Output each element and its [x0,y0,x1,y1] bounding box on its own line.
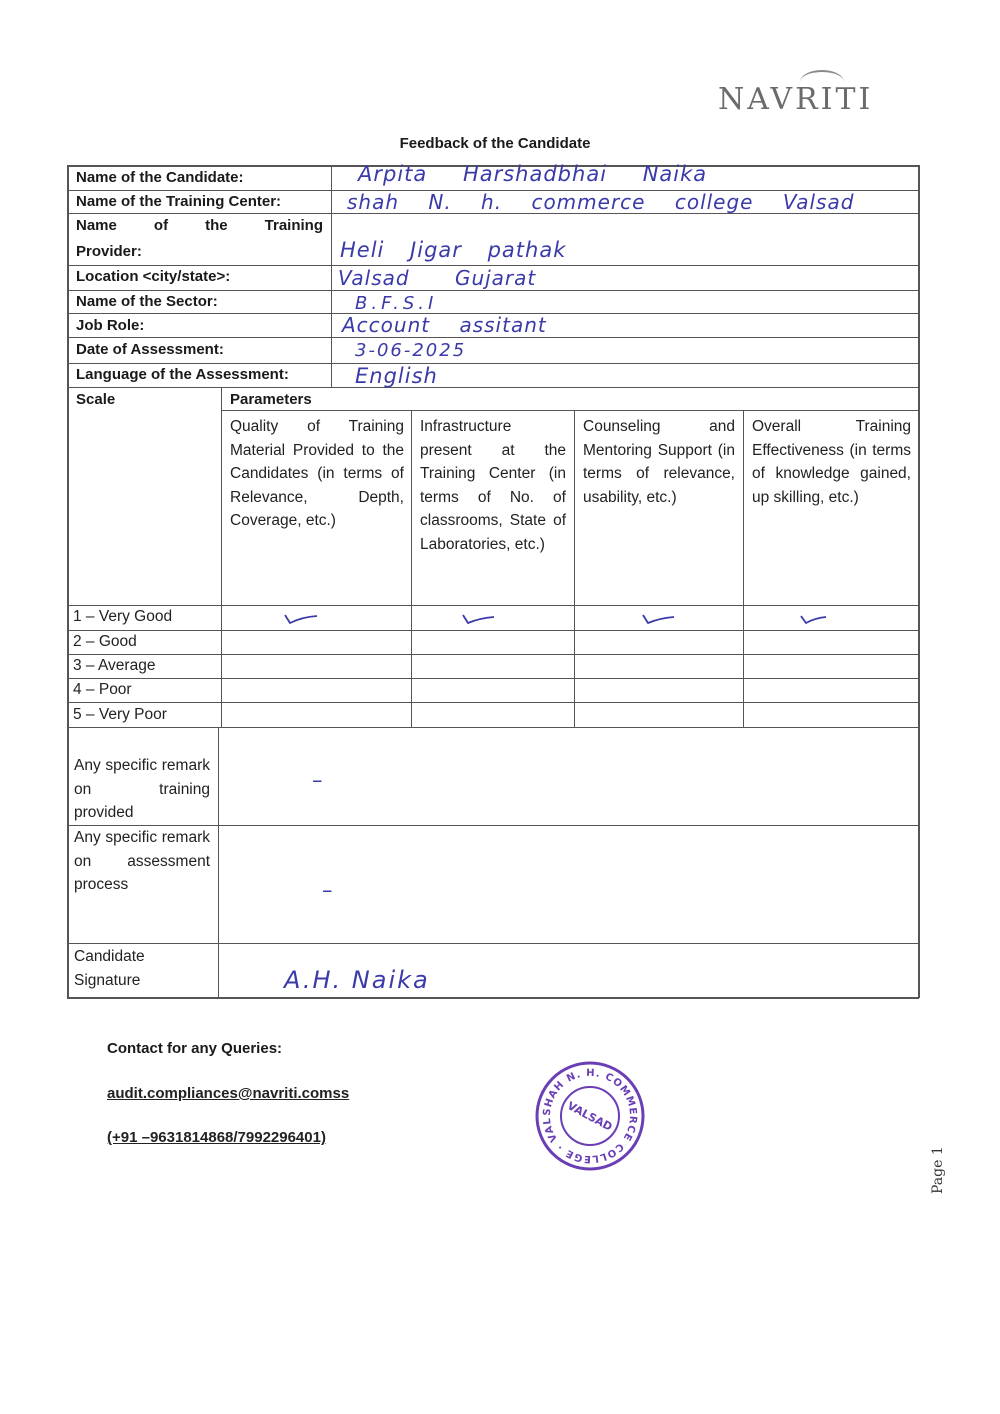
label-date-of-assessment: Date of Assessment: [76,341,224,358]
scale-header: Scale [76,391,116,408]
label-job-role: Job Role: [76,317,145,334]
tick-mark-icon [800,614,826,623]
scale-very-poor: 5 – Very Poor [73,706,167,723]
form-title: Feedback of the Candidate [399,135,591,152]
label-remark-assessment: Any specific remark on assessment process [74,829,210,893]
svg-text:VALSAD: VALSAD [565,1099,615,1134]
scale-very-good: 1 – Very Good [73,608,173,625]
tick-mark-icon [462,613,488,622]
label-remark-training: Any specific remark on training provided [74,757,210,821]
value-language: English [355,364,438,388]
tick-mark-icon [642,613,668,622]
value-job-role: Account assitant [342,313,547,337]
scale-average: 3 – Average [73,657,156,674]
contact-phone: (+91 –9631814868/7992296401) [107,1129,326,1146]
label-training-provider-line1: Name of the Training [76,217,323,234]
scale-poor: 4 – Poor [73,681,132,698]
tick-mark-icon [284,613,310,622]
value-location: Valsad Gujarat [338,266,537,290]
contact-email-link[interactable]: audit.compliances@navriti.comss [107,1085,350,1102]
value-remark-training: – [312,768,324,792]
label-training-center: Name of the Training Center: [76,193,282,210]
label-sector: Name of the Sector: [76,293,218,310]
svg-text:Page 1: Page 1 [930,1146,946,1194]
value-date-of-assessment: 3-06-2025 [355,340,467,361]
parameter-infrastructure: Infrastructure present at the Training Center (in terms of No. of classrooms, State of Laboratories, etc.) [420,418,566,553]
candidate-signature: A.H. Naika [284,966,430,994]
scale-good: 2 – Good [73,633,137,650]
contact-heading: Contact for any Queries: [107,1040,283,1057]
parameters-header: Parameters [230,391,312,408]
value-remark-assessment: – [322,878,334,902]
label-location: Location <city/state>: [76,268,231,285]
label-candidate-signature: Candidate Signature [74,948,145,989]
college-stamp [534,1060,646,1172]
label-training-provider-line2: Provider: [76,243,142,260]
label-candidate-name: Name of the Candidate: [76,169,244,186]
value-training-provider: Heli Jigar pathak [340,238,567,262]
label-language: Language of the Assessment: [76,366,289,383]
parameter-training-material: Quality of Training Material Provided to the Candidates (in terms of Relevance, Depth, Coverage, etc.) [230,418,404,529]
page-number [922,1140,952,1200]
value-candidate-name: Arpita Harshadbhai Naika [358,162,708,186]
parameter-overall-effectiveness: Overall Training Effectiveness (in terms of knowledge gained, up skilling, etc.) [752,418,911,506]
value-training-center: shah N. h. commerce college Valsad [347,190,855,214]
value-sector: B.F.S.I [355,293,438,314]
navriti-logo: NAVRITI [718,82,874,117]
svg-text:SHAH N. H. COMMERCE COLLEGE ·: SHAH N. H. COMMERCE COLLEGE · VAL [541,1067,639,1165]
parameter-counseling: Counseling and Mentoring Support (in terms of relevance, usability, etc.) [583,418,735,506]
